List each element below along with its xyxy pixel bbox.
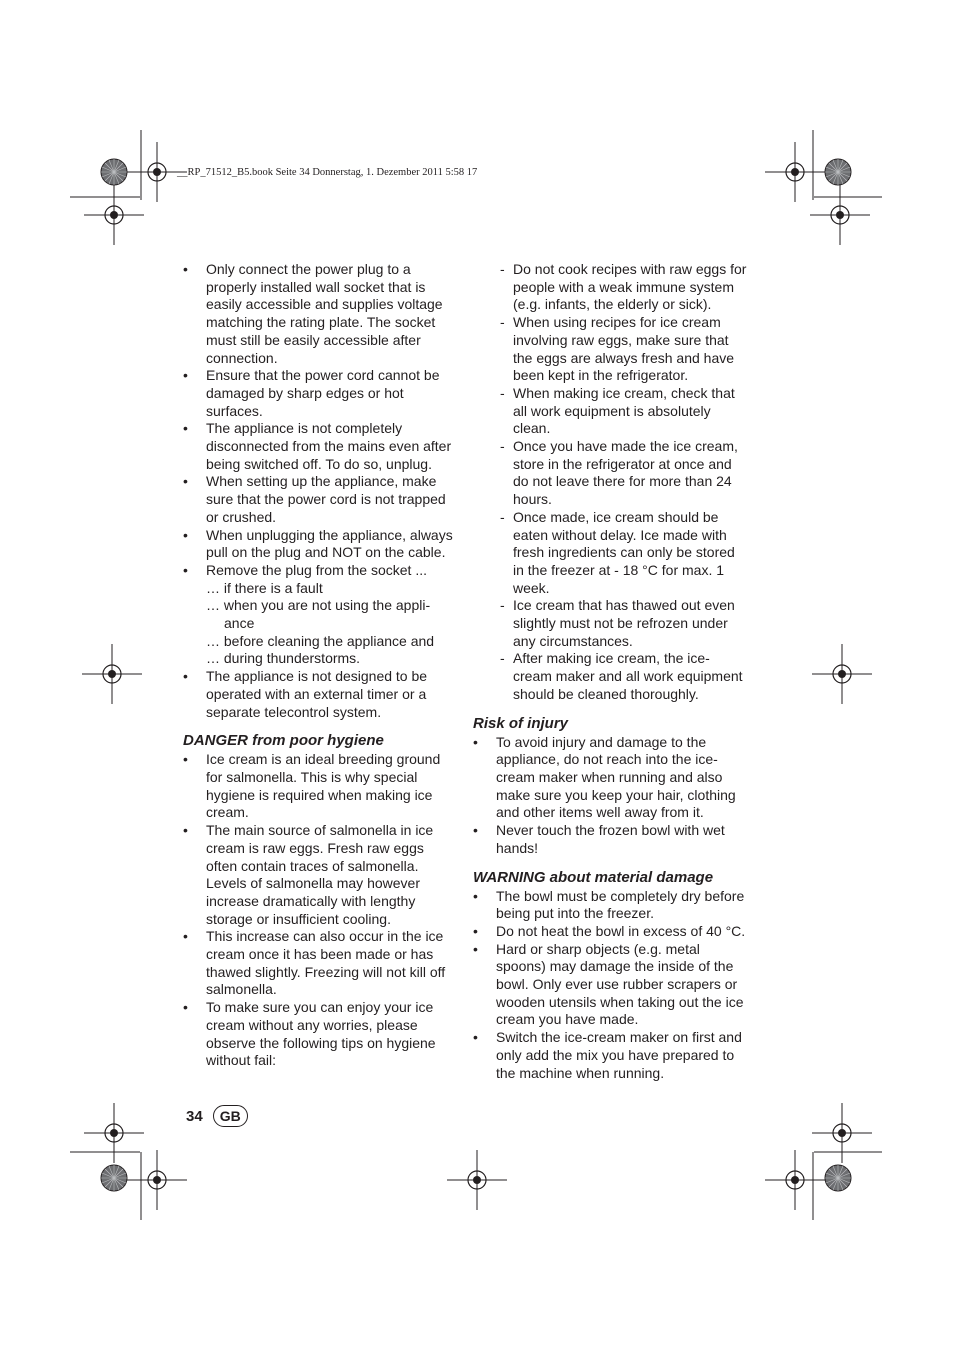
list-item: • Do not heat the bowl in excess of 40 °C. xyxy=(473,923,748,941)
list-item: • The appliance is not completely disconnected from the mains even after being switched off. To do so, unplug. xyxy=(183,420,458,473)
list-item: • Hard or sharp objects (e.g. metal spoons) may damage the inside of the bowl. Only ever use rubber scrapers or wooden utensils when taking out the ice cream you have made. xyxy=(473,941,748,1030)
material-damage-list xyxy=(473,888,748,1083)
list-item: • Ice cream is an ideal breeding ground for salmonella. This is why special hygiene is required when making ice cream. xyxy=(183,751,458,822)
language-badge: GB xyxy=(213,1105,248,1127)
injury-heading: Risk of injury xyxy=(473,714,569,732)
hygiene-heading: DANGER from poor hygiene xyxy=(183,732,384,750)
list-item: • To make sure you can enjoy your ice cream without any worries, please observe the following tips on hygiene without fail: xyxy=(183,999,458,1070)
page-footer xyxy=(186,1105,248,1127)
remove-plug-not-using: … when you are not using the appli- xyxy=(206,597,431,614)
list-item: • Never touch the frozen bowl with wet hands! xyxy=(473,822,748,857)
safety-list xyxy=(183,261,458,721)
material-damage-heading: WARNING about material damage xyxy=(473,868,714,886)
page-number: 34 xyxy=(186,1107,203,1125)
list-item: • When setting up the appliance, make sure that the power cord is not trapped or crushed. xyxy=(183,473,458,526)
list-item-remove-plug xyxy=(183,562,458,668)
hygiene-list xyxy=(183,751,458,1070)
remove-plug-fault: … if there is a fault xyxy=(206,579,323,596)
file-info-header: __RP_71512_B5.book Seite 34 Donnerstag, 1. Dezember 2011 5:58 17 xyxy=(177,167,478,178)
list-item: • The main source of salmonella in ice cream is raw eggs. Fresh raw eggs often contain traces of salmonella. Levels of salmonella may however increase dramatically with lengthy storage or insufficient cooling. xyxy=(183,822,458,928)
list-item: • To avoid injury and damage to the appliance, do not reach into the ice-cream maker when running and also make sure you keep your hair, clothing and other items well away from it. xyxy=(473,734,748,823)
list-item: - When making ice cream, check that all work equipment is absolutely clean. xyxy=(473,385,748,438)
remove-plug-not-using-cont: ance xyxy=(224,615,255,632)
list-item: - Do not cook recipes with raw eggs for people with a weak immune system (e.g. infants, the elderly or sick). xyxy=(473,261,748,314)
list-item: • The appliance is not designed to be operated with an external timer or a separate telecontrol system. xyxy=(183,668,458,721)
list-item: - Once made, ice cream should be eaten without delay. Ice made with fresh ingredients can only be stored in the freezer at - 18 °C for max. 1 week. xyxy=(473,509,748,598)
remove-plug-text: • Remove the plug from the socket ... xyxy=(206,561,427,578)
remove-plug-cleaning: … before cleaning the appliance and xyxy=(206,632,435,649)
hygiene-tips-list xyxy=(473,261,748,704)
list-item: - When using recipes for ice cream involving raw eggs, make sure that the eggs are always fresh and have been kept in the refrigerator. xyxy=(473,314,748,385)
list-item: - Once you have made the ice cream, store in the refrigerator at once and do not leave there for more than 24 hours. xyxy=(473,438,748,509)
list-item: • When unplugging the appliance, always pull on the plug and NOT on the cable. xyxy=(183,527,458,562)
remove-plug-thunderstorms: … during thunderstorms. xyxy=(206,650,361,667)
left-column xyxy=(183,261,458,1070)
list-item: • This increase can also occur in the ice cream once it has been made or has thawed slightly. Freezing will not kill off salmonella. xyxy=(183,928,458,999)
list-item: • Only connect the power plug to a properly installed wall socket that is easily accessible and supplies voltage matching the rating plate. The socket must still be easily accessible after connection. xyxy=(183,261,458,367)
list-item: • The bowl must be completely dry before being put into the freezer. xyxy=(473,888,748,923)
list-item: - After making ice cream, the ice-cream maker and all work equipment should be cleaned thoroughly. xyxy=(473,650,748,703)
list-item: • Switch the ice-cream maker on first and only add the mix you have prepared to the machine when running. xyxy=(473,1029,748,1082)
right-column xyxy=(473,261,748,1082)
injury-list xyxy=(473,734,748,858)
list-item: - Ice cream that has thawed out even slightly must not be refrozen under any circumstances. xyxy=(473,597,748,650)
list-item: • Ensure that the power cord cannot be damaged by sharp edges or hot surfaces. xyxy=(183,367,458,420)
